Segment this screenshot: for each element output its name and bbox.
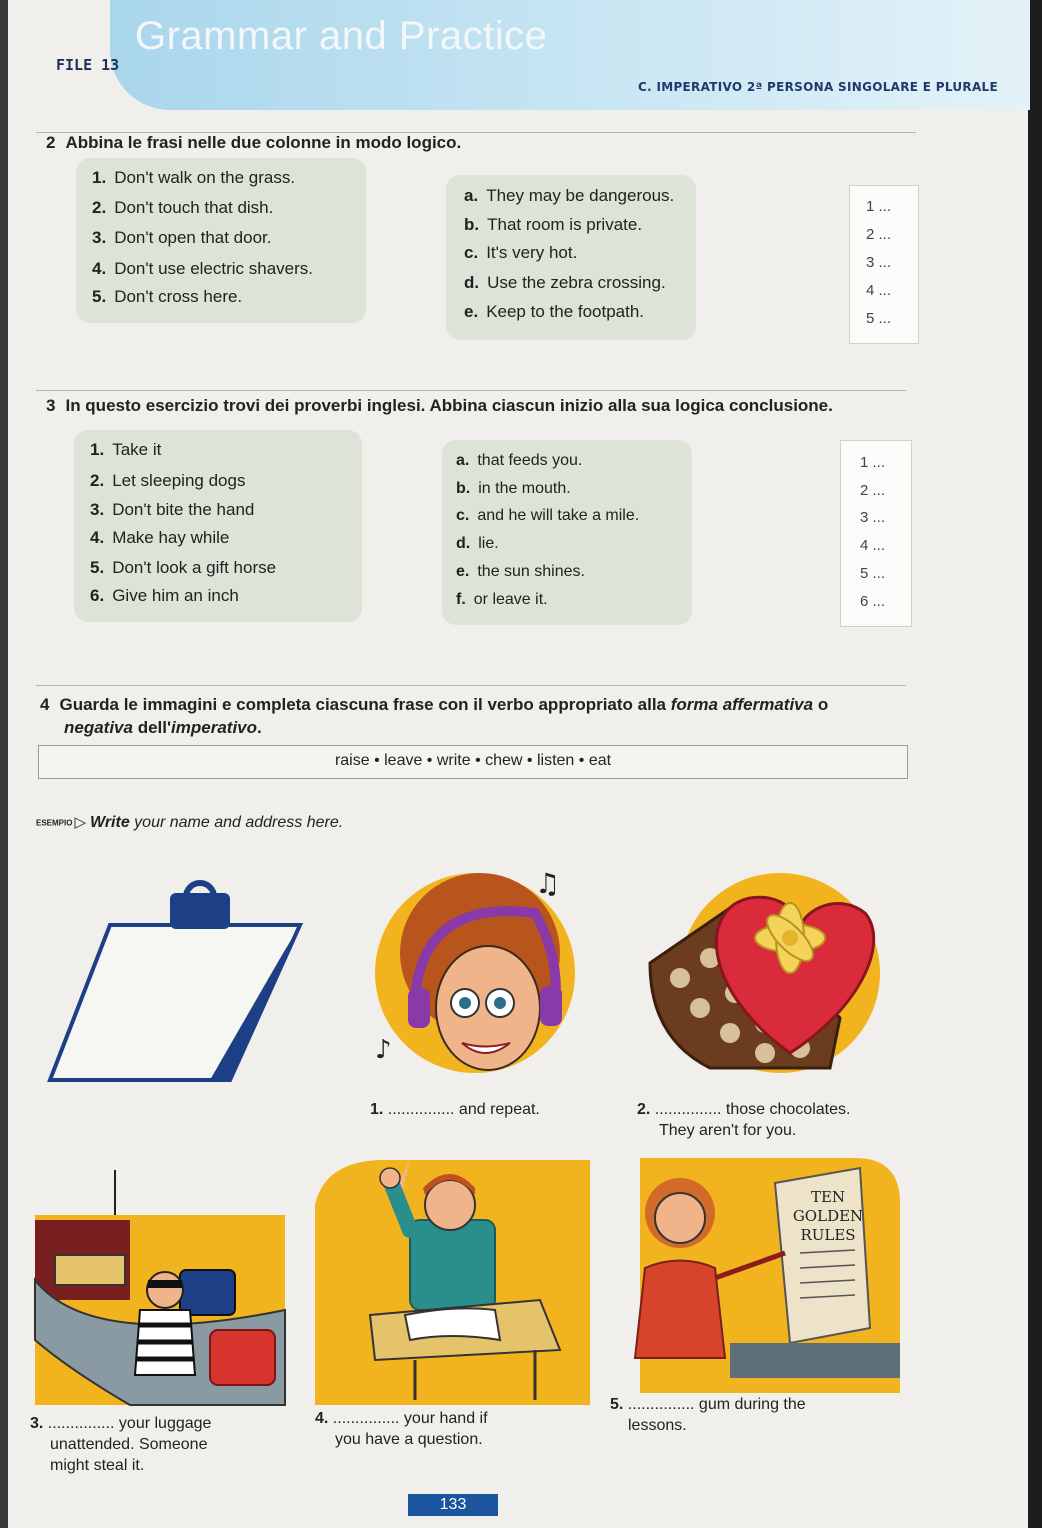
list-item: 1. Take it <box>90 440 162 459</box>
list-item: 3. Don't open that door. <box>92 228 272 247</box>
blank-field[interactable]: ............... your hand if <box>332 1410 488 1427</box>
list-item: a. that feeds you. <box>456 452 583 469</box>
chocolates-illustration <box>640 868 885 1083</box>
exercise-instruction: In questo esercizio trovi dei proverbi inglesi. Abbina ciascun inizio alla sua logica conclusione. <box>65 396 833 415</box>
blank-field[interactable]: ............... your luggage <box>47 1415 212 1432</box>
page-edge-right <box>1028 0 1042 1528</box>
list-item: e. Keep to the footpath. <box>464 302 645 321</box>
answer-slot[interactable]: 5 ... <box>860 565 886 582</box>
teacher-rules-illustration <box>600 1158 900 1393</box>
raised-hand-boy-illustration <box>315 1160 590 1405</box>
list-item: 5. Don't cross here. <box>92 287 243 306</box>
list-item: 2. Let sleeping dogs <box>90 471 246 490</box>
headphones-girl-illustration <box>370 868 580 1078</box>
exercise-4-title: 4 Guarda le immagini e completa ciascuna frase con il verbo appropriato alla forma affermativa o negativa dell'imperativo. <box>40 695 829 737</box>
exercise-number: 3 <box>46 396 56 415</box>
caption-4: 4. ............... your hand if you have a question. <box>315 1410 488 1448</box>
list-item: c. It's very hot. <box>464 243 578 262</box>
answer-slot[interactable]: 5 ... <box>866 310 892 327</box>
blank-field[interactable]: ............... gum during the <box>627 1396 806 1413</box>
page-number: 133 <box>408 1494 498 1516</box>
list-item: c. and he will take a mile. <box>456 507 640 524</box>
word-bank <box>38 745 908 779</box>
clipboard-illustration <box>50 875 290 1085</box>
list-item: a. They may be dangerous. <box>464 186 675 205</box>
list-item: 5. Don't look a gift horse <box>90 558 277 577</box>
list-item: 2. Don't touch that dish. <box>92 198 274 217</box>
luggage-thief-illustration <box>30 1170 290 1410</box>
divider <box>36 390 906 391</box>
example-sentence: ESEMPIO ▷ Write your name and address here. <box>36 814 344 831</box>
caption-2: 2. ............... those chocolates. They aren't for you. <box>637 1101 851 1139</box>
exercise-instruction: Abbina le frasi nelle due colonne in modo logico. <box>65 133 462 152</box>
scroll-title-line: RULES <box>800 1226 856 1244</box>
list-item: e. the sun shines. <box>456 563 585 580</box>
answer-slot[interactable]: 3 ... <box>860 509 886 526</box>
blank-field[interactable]: ............... those chocolates. <box>654 1101 851 1118</box>
svg-text:♪: ♪ <box>375 1035 392 1065</box>
file-label: FILE 13 <box>56 56 120 74</box>
list-item: d. lie. <box>456 535 499 552</box>
svg-text:♫: ♫ <box>535 867 561 900</box>
scroll-title-line: GOLDEN <box>792 1207 864 1225</box>
caption-3: 3. ............... your luggage unattended. Someone might steal it. <box>30 1415 212 1474</box>
page-edge-left <box>0 0 8 1528</box>
answer-slot[interactable]: 1 ... <box>860 454 886 471</box>
caption-1: 1. ............... and repeat. <box>370 1101 540 1118</box>
list-item: 3. Don't bite the hand <box>90 500 255 519</box>
answer-slot[interactable]: 2 ... <box>866 226 892 243</box>
exercise-2-title <box>46 133 461 153</box>
section-subtitle: C. IMPERATIVO 2ª PERSONA SINGOLARE E PLURALE <box>638 80 998 94</box>
list-item: 4. Don't use electric shavers. <box>92 259 314 278</box>
list-item: 1. Don't walk on the grass. <box>92 168 296 187</box>
answer-slot[interactable]: 4 ... <box>866 282 892 299</box>
answer-slot[interactable]: 1 ... <box>866 198 892 215</box>
answer-slot[interactable]: 2 ... <box>860 482 886 499</box>
list-item: d. Use the zebra crossing. <box>464 273 666 292</box>
exercise-number: 2 <box>46 133 56 152</box>
list-item: f. or leave it. <box>456 591 548 608</box>
answer-slot[interactable]: 6 ... <box>860 593 886 610</box>
arrow-icon: ▷ <box>74 814 86 831</box>
exercise-3-title <box>46 396 833 416</box>
caption-5: 5. ............... gum during the lessons. <box>610 1396 806 1434</box>
list-item: 6. Give him an inch <box>90 586 239 605</box>
list-item: b. in the mouth. <box>456 480 571 497</box>
list-item: b. That room is private. <box>464 215 643 234</box>
exercise-number: 4 <box>40 695 50 714</box>
blank-field[interactable]: ............... and repeat. <box>387 1101 540 1118</box>
answer-slot[interactable]: 3 ... <box>866 254 892 271</box>
answer-slot[interactable]: 4 ... <box>860 537 886 554</box>
scroll-title-line: TEN <box>810 1188 846 1206</box>
divider <box>36 685 906 686</box>
page-title: Grammar and Practice <box>135 14 548 58</box>
word-bank-text: raise • leave • write • chew • listen • eat <box>334 752 612 769</box>
list-item: 4. Make hay while <box>90 528 230 547</box>
